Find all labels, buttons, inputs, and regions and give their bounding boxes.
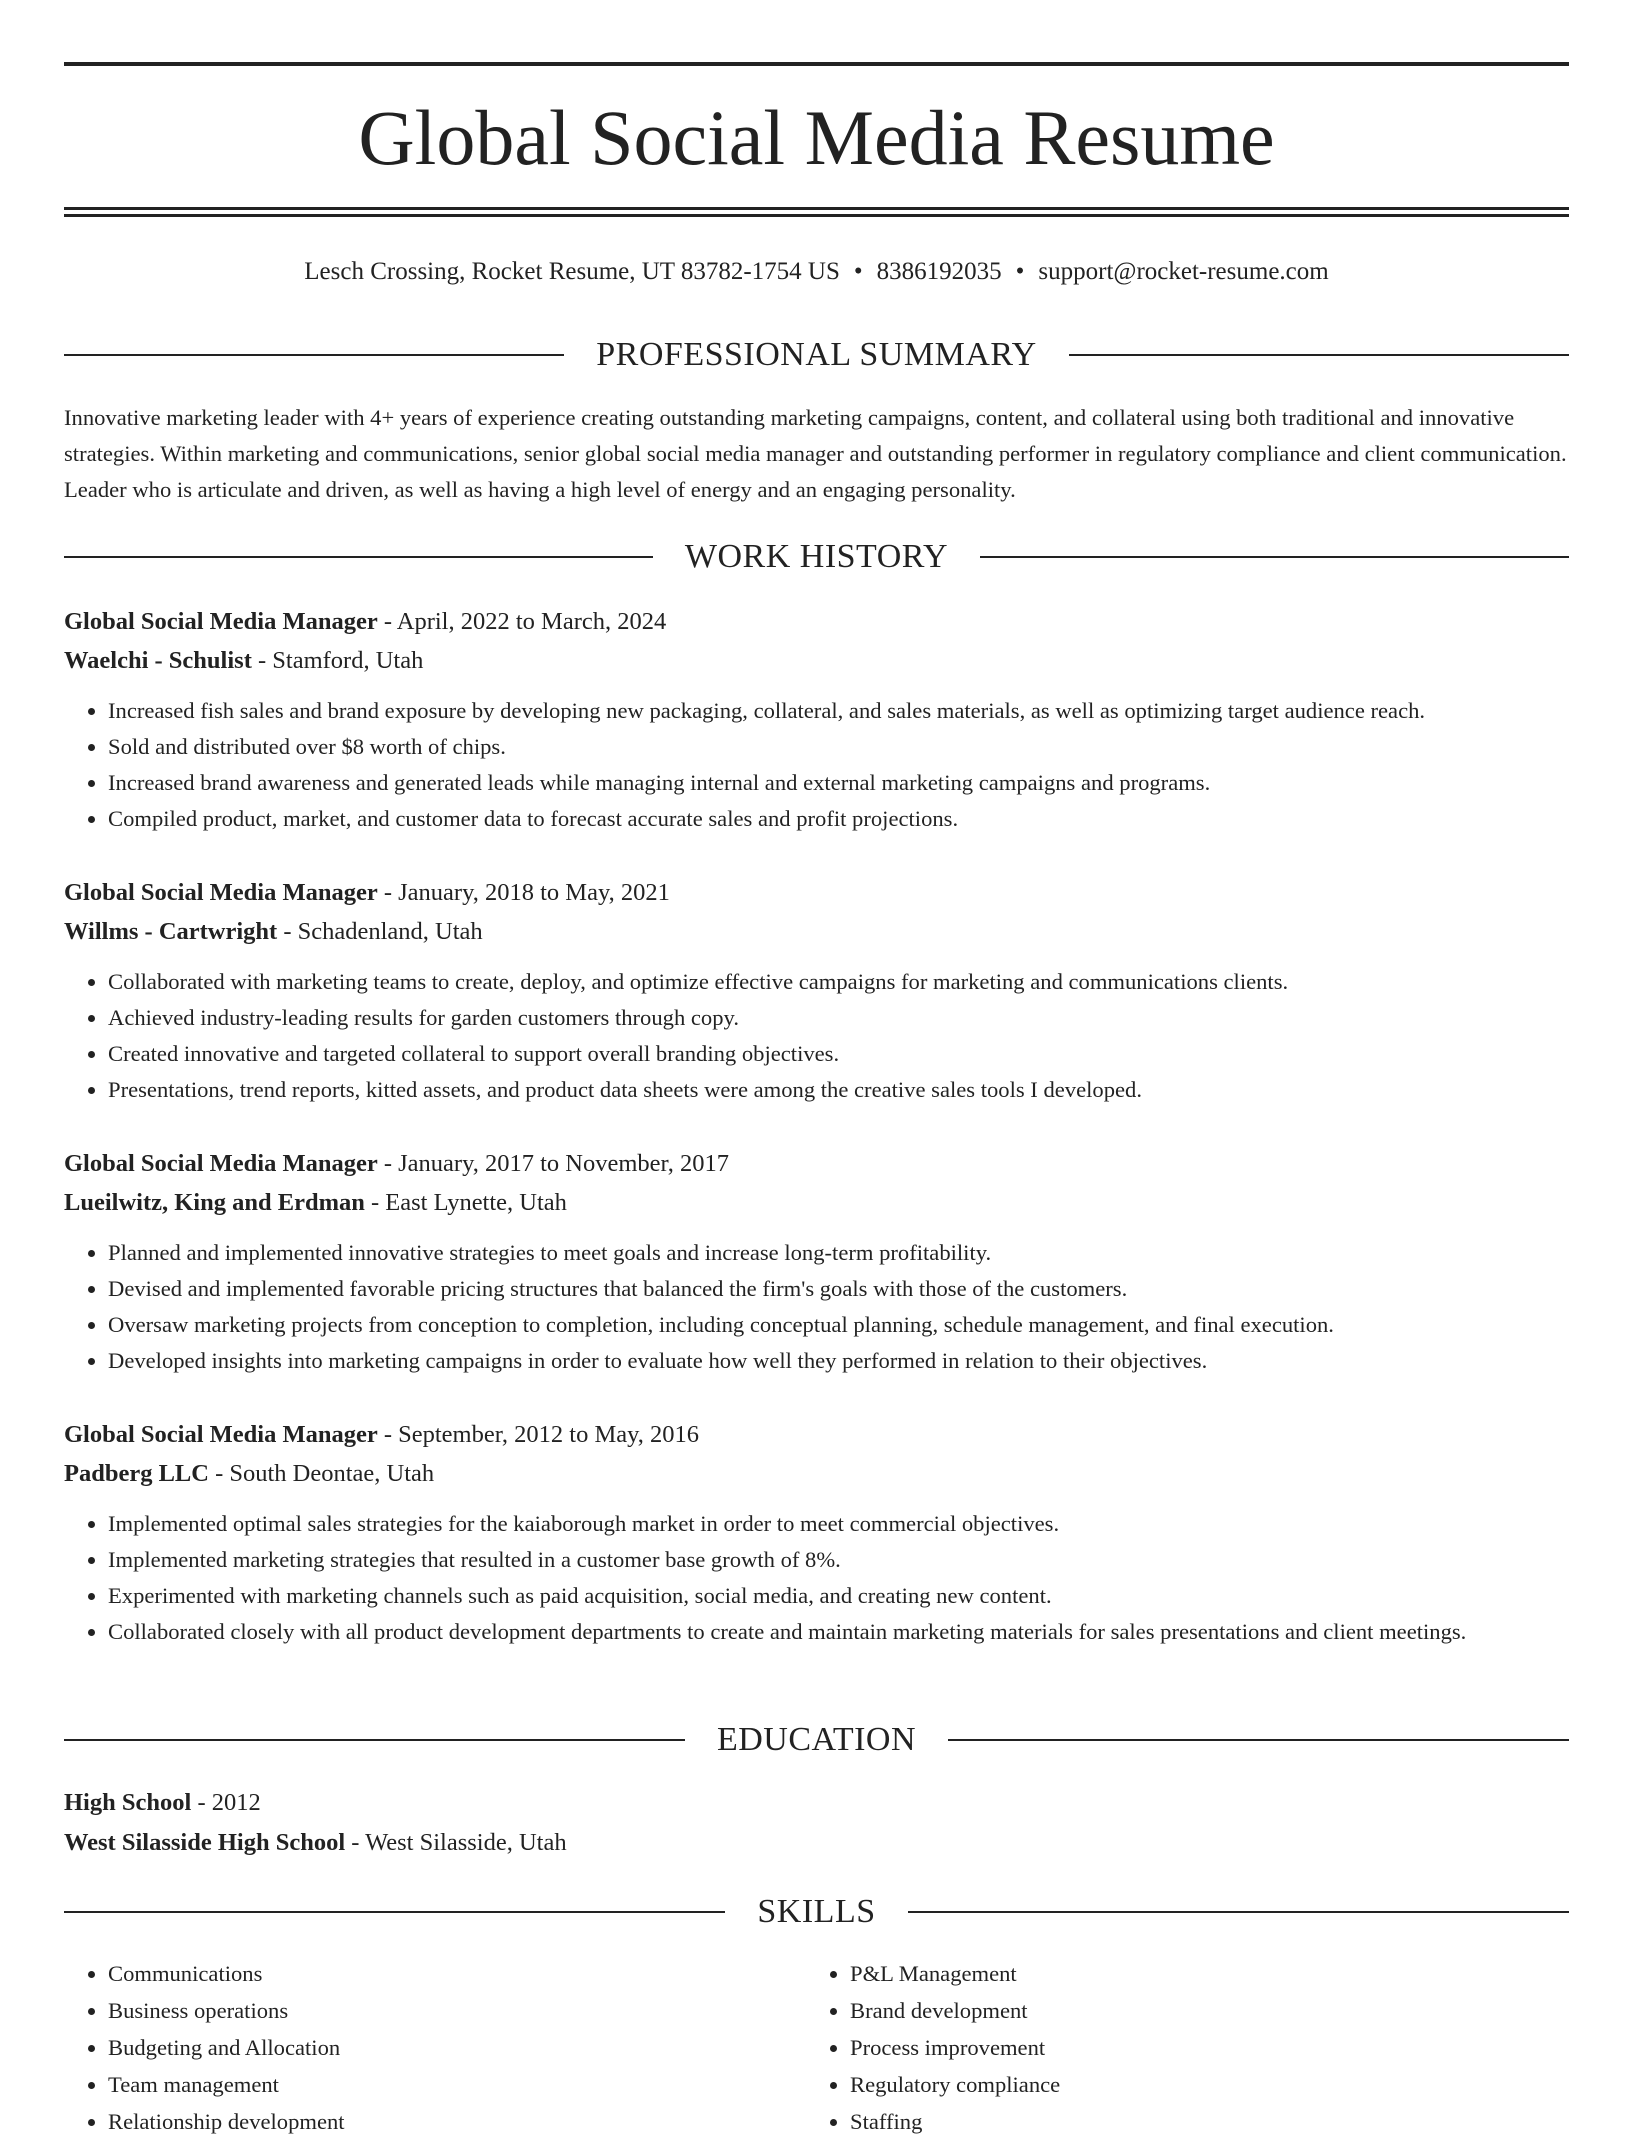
job-title-line bbox=[64, 1144, 1569, 1183]
section-heading-skills bbox=[64, 1892, 1569, 1932]
list-item: • Process improvement bbox=[850, 2029, 1550, 2066]
education-year: - 2012 bbox=[191, 1789, 261, 1816]
list-item: • P&L Management bbox=[850, 1955, 1550, 1992]
job-dates: - September, 2012 to May, 2016 bbox=[377, 1421, 700, 1448]
job-company: Willms - Cartwright bbox=[64, 918, 278, 945]
contact-separator: • bbox=[853, 258, 863, 285]
job-entry bbox=[64, 602, 1569, 837]
section-title: WORK HISTORY bbox=[684, 538, 949, 575]
list-item: • Increased fish sales and brand exposure by developing new packaging, collateral, and sales materials, as well as optimizing target audience reach. bbox=[108, 693, 1569, 729]
page-title: Global Social Media Resume bbox=[358, 94, 1275, 181]
job-company-line bbox=[64, 1183, 1569, 1222]
section-heading-summary bbox=[64, 335, 1569, 375]
heading-rule bbox=[64, 354, 564, 356]
education-degree-line bbox=[64, 1783, 1569, 1823]
list-item: • Planned and implemented innovative strategies to meet goals and increase long-term profitability. bbox=[108, 1235, 1569, 1271]
list-item: • Brand development bbox=[850, 1992, 1550, 2029]
list-item: • Increased brand awareness and generated leads while managing internal and external marketing campaigns and programs. bbox=[108, 765, 1569, 801]
heading-rule bbox=[64, 556, 653, 558]
job-company: Lueilwitz, King and Erdman bbox=[64, 1189, 365, 1216]
education-degree: High School bbox=[64, 1789, 192, 1816]
job-company: Padberg LLC bbox=[64, 1460, 209, 1487]
job-location: - Stamford, Utah bbox=[251, 647, 424, 674]
job-dates: - April, 2022 to March, 2024 bbox=[377, 608, 667, 635]
list-item: • Communications bbox=[108, 1955, 806, 1992]
job-title-line bbox=[64, 873, 1569, 912]
job-bullets bbox=[64, 964, 1569, 1108]
job-entry bbox=[64, 873, 1569, 1108]
list-item: • Relationship development bbox=[108, 2103, 806, 2140]
list-item: • Team management bbox=[108, 2066, 806, 2103]
job-title-line bbox=[64, 602, 1569, 641]
list-item: • Created innovative and targeted collateral to support overall branding objectives. bbox=[108, 1036, 1569, 1072]
list-item: • Collaborated with marketing teams to create, deploy, and optimize effective campaigns for marketing and communications clients. bbox=[108, 964, 1569, 1000]
list-item: • Collaborated closely with all product development departments to create and maintain marketing materials for sales presentations and client meetings. bbox=[108, 1614, 1569, 1650]
list-item: • Regulatory compliance bbox=[850, 2066, 1550, 2103]
list-item: • Implemented optimal sales strategies for the kaiaborough market in order to meet commercial objectives. bbox=[108, 1506, 1569, 1542]
section-title: PROFESSIONAL SUMMARY bbox=[596, 336, 1037, 373]
job-dates: - January, 2018 to May, 2021 bbox=[377, 879, 670, 906]
list-item: • Budgeting and Allocation bbox=[108, 2029, 806, 2066]
job-company-line bbox=[64, 1454, 1569, 1493]
heading-rule bbox=[980, 556, 1569, 558]
list-item: • Oversaw marketing projects from conception to completion, including conceptual planning, schedule management, and final execution. bbox=[108, 1307, 1569, 1343]
contact-email: support@rocket-resume.com bbox=[1038, 258, 1329, 285]
list-item: • Achieved industry-leading results for garden customers through copy. bbox=[108, 1000, 1569, 1036]
job-bullets bbox=[64, 693, 1569, 837]
list-item: • Sold and distributed over $8 worth of chips. bbox=[108, 729, 1569, 765]
job-company-line bbox=[64, 641, 1569, 680]
job-company-line bbox=[64, 912, 1569, 951]
skills-column-left bbox=[64, 1955, 806, 2140]
heading-rule bbox=[64, 1911, 725, 1913]
section-title: SKILLS bbox=[757, 1893, 876, 1930]
education-school: West Silasside High School bbox=[64, 1829, 346, 1856]
skills-column-right bbox=[806, 1955, 1550, 2140]
job-company: Waelchi - Schulist bbox=[64, 647, 252, 674]
job-title: Global Social Media Manager bbox=[64, 608, 378, 635]
heading-rule bbox=[64, 1739, 685, 1741]
heading-rule bbox=[908, 1911, 1569, 1913]
education-school-line bbox=[64, 1823, 1569, 1863]
list-item: • Experimented with marketing channels such as paid acquisition, social media, and creating new content. bbox=[108, 1578, 1569, 1614]
job-location: - East Lynette, Utah bbox=[364, 1189, 567, 1216]
contact-phone: 8386192035 bbox=[876, 258, 1002, 285]
job-title: Global Social Media Manager bbox=[64, 1421, 378, 1448]
list-item: • Developed insights into marketing campaigns in order to evaluate how well they performed in relation to their objectives. bbox=[108, 1343, 1569, 1379]
job-entry bbox=[64, 1144, 1569, 1379]
list-item: • Devised and implemented favorable pricing structures that balanced the firm's goals with those of the customers. bbox=[108, 1271, 1569, 1307]
heading-rule bbox=[1069, 354, 1569, 356]
section-heading-work-history bbox=[64, 537, 1569, 577]
contact-separator: • bbox=[1015, 258, 1025, 285]
job-location: - South Deontae, Utah bbox=[208, 1460, 435, 1487]
section-heading-education bbox=[64, 1720, 1569, 1760]
top-rule bbox=[64, 62, 1569, 66]
list-item: • Compiled product, market, and customer data to forecast accurate sales and profit projections. bbox=[108, 801, 1569, 837]
job-dates: - January, 2017 to November, 2017 bbox=[377, 1150, 729, 1177]
contact-address: Lesch Crossing, Rocket Resume, UT 83782-1754 US bbox=[304, 258, 840, 285]
job-entry bbox=[64, 1415, 1569, 1650]
title-double-rule bbox=[64, 207, 1569, 217]
education-location: - West Silasside, Utah bbox=[345, 1829, 567, 1856]
list-item: • Presentations, trend reports, kitted assets, and product data sheets were among the creative sales tools I developed. bbox=[108, 1072, 1569, 1108]
job-location: - Schadenland, Utah bbox=[277, 918, 483, 945]
contact-line bbox=[64, 255, 1569, 289]
job-title: Global Social Media Manager bbox=[64, 1150, 378, 1177]
job-title-line bbox=[64, 1415, 1569, 1454]
job-title: Global Social Media Manager bbox=[64, 879, 378, 906]
job-bullets bbox=[64, 1506, 1569, 1650]
skills-list bbox=[64, 1955, 1569, 2140]
list-item: • Business operations bbox=[108, 1992, 806, 2029]
list-item: • Staffing bbox=[850, 2103, 1550, 2140]
education-entry bbox=[64, 1783, 1569, 1863]
summary-text: Innovative marketing leader with 4+ years of experience creating outstanding marketing campaigns, content, and collateral using both traditional and innovative strategies. Within marketing and communications, senior global social media manager and outstanding performer in regulatory compliance and client communication. Leader who is articulate and driven, as well as having a high level of energy and an engaging personality. bbox=[64, 405, 1567, 502]
job-bullets bbox=[64, 1235, 1569, 1379]
heading-rule bbox=[948, 1739, 1569, 1741]
list-item: • Implemented marketing strategies that resulted in a customer base growth of 8%. bbox=[108, 1542, 1569, 1578]
section-title: EDUCATION bbox=[716, 1721, 917, 1758]
